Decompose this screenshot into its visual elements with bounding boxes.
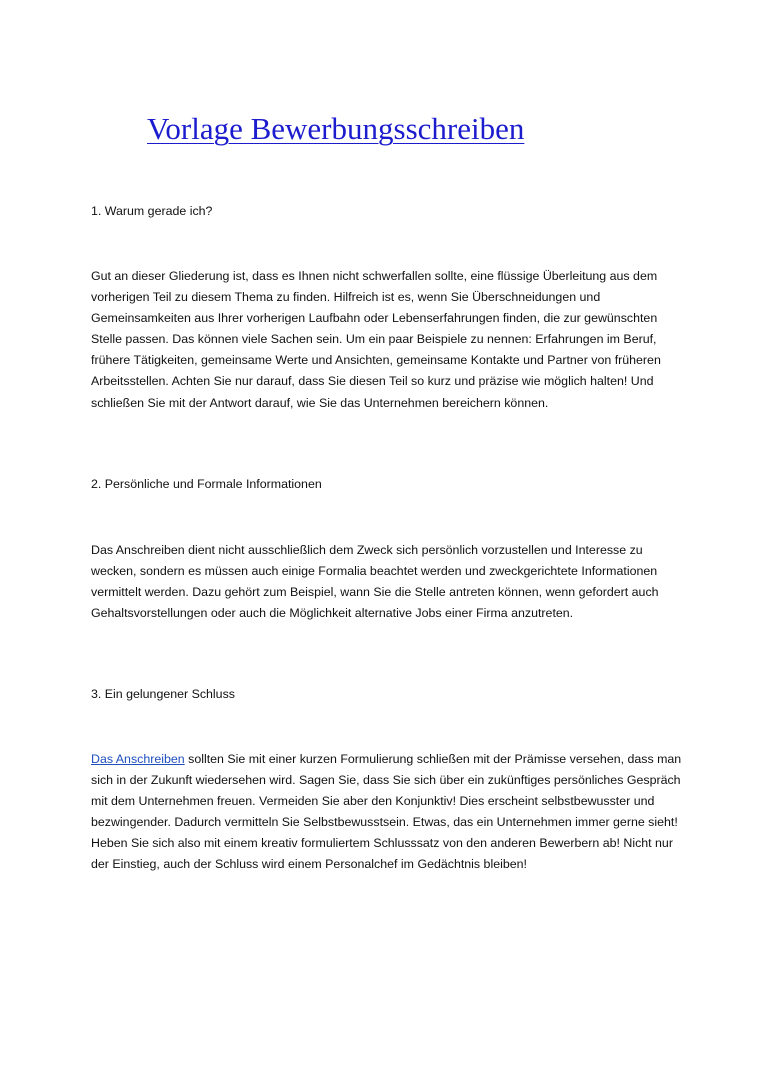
section-2-heading: 2. Persönliche und Formale Informationen bbox=[91, 477, 322, 491]
section-1-heading: 1. Warum gerade ich? bbox=[91, 204, 213, 218]
document-title-link[interactable]: Vorlage Bewerbungsschreiben bbox=[147, 111, 525, 146]
section-3-paragraph bbox=[91, 749, 691, 876]
section-3-heading: 3. Ein gelungener Schluss bbox=[91, 687, 235, 701]
section-2-paragraph: Das Anschreiben dient nicht ausschließlich dem Zweck sich persönlich vorzustellen und Interesse zu wecken, sondern es müssen auch einige Formalia beachtet werden und zweckgerichtete Informationen vermittelt werden. Dazu gehört zum Beispiel, wann Sie die Stelle antreten können, wenn gefordert auch Gehaltsvorstellungen oder auch die Möglichkeit alternative Jobs einer Firma anzutreten. bbox=[91, 543, 659, 621]
anschreiben-link[interactable]: Das Anschreiben bbox=[91, 752, 185, 766]
section-1-paragraph: Gut an dieser Gliederung ist, dass es Ihnen nicht schwerfallen sollte, eine flüssige Überleitung aus dem vorherigen Teil zu diesem Thema zu finden. Hilfreich ist es, wenn Sie Überschneidungen und Gemeinsamkeiten aus Ihrer vorherigen Laufbahn oder Lebenserfahrungen finden, die zur gewünschten Stelle passen. Das können viele Sachen sein. Um ein paar Beispiele zu nennen: Erfahrungen im Beruf, frühere Tätigkeiten, gemeinsame Werte und Ansichten, gemeinsame Kontakte und Partner von früheren Arbeitsstellen. Achten Sie nur darauf, dass Sie diesen Teil so kurz und präzise wie möglich halten! Und schließen Sie mit der Antwort darauf, wie Sie das Unternehmen bereichern können. bbox=[91, 269, 661, 410]
section-3-paragraph-text: sollten Sie mit einer kurzen Formulierung schließen mit der Prämisse versehen, dass man sich in der Zukunft wiedersehen wird. Sagen Sie, dass Sie sich über ein zukünftiges persönliches Gespräch mit dem Unternehmen freuen. Vermeiden Sie aber den Konjunktiv! Dies erscheint selbstbewusster und bezwingender. Dadurch vermitteln Sie Selbstbewusstsein. Etwas, das ein Unternehmen immer gerne sieht! Heben Sie sich also mit einem kreativ formuliertem Schlusssatz von den anderen Bewerbern ab! Nicht nur der Einstieg, auch der Schluss wird einem Personalchef im Gedächtnis bleiben! bbox=[91, 752, 682, 872]
